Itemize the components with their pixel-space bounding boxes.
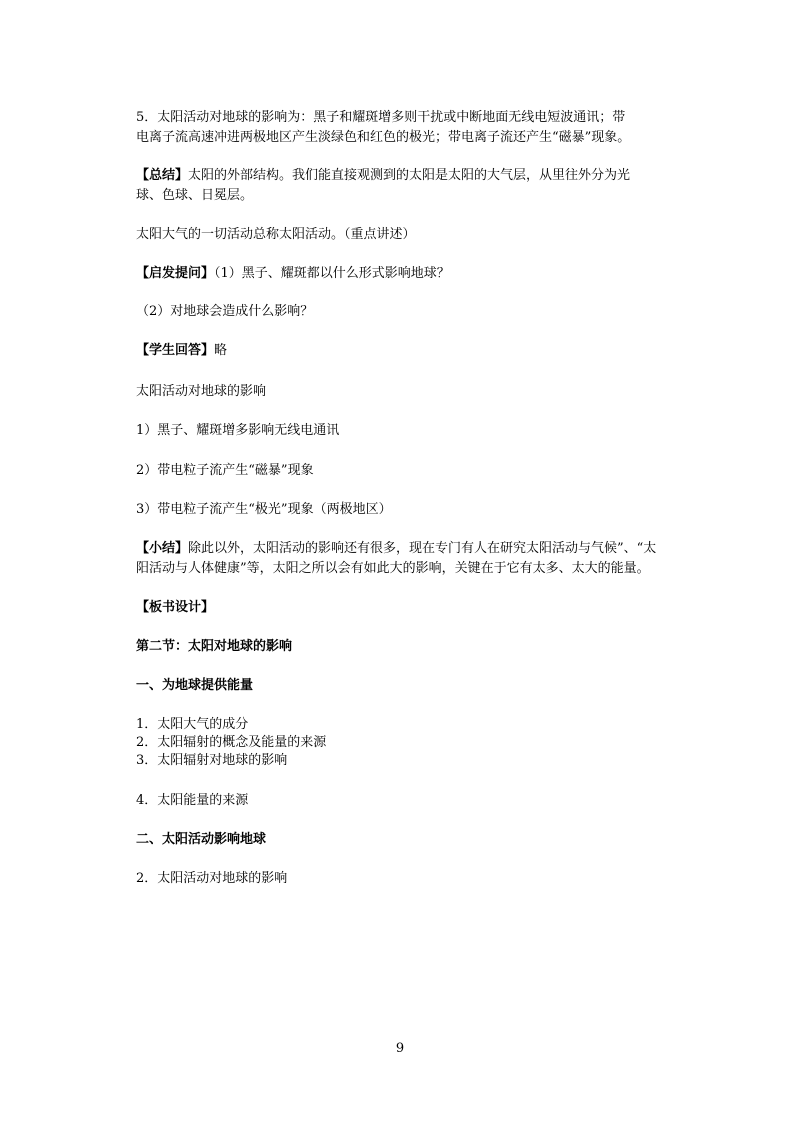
board-design-label: 【板书设计】 xyxy=(136,600,215,615)
conclusion-line2: 阳活动与人体健康”等，太阳之所以会有如此大的影响，关键在于它有太多、太大的能量。 xyxy=(136,561,650,576)
para-solar-activity: 太阳大气的一切活动总称太阳活动。（重点讲述） xyxy=(136,227,416,242)
summary-label: 【总结】 xyxy=(136,168,189,183)
prompt-question-1 xyxy=(136,264,676,284)
board-part2-heading: 二、太阳活动影响地球 xyxy=(136,832,267,847)
effects-item-2: 2）带电粒子流产生“磁暴”现象 xyxy=(136,463,314,478)
board-part1-item-1: 1．太阳大气的成分 xyxy=(136,717,249,732)
effects-item-1: 1）黑子、耀斑增多影响无线电通讯 xyxy=(136,423,340,438)
board-part2-item: 2．太阳活动对地球的影响 xyxy=(136,871,288,886)
summary-line2: 球、色球、日冕层。 xyxy=(136,188,254,203)
board-part1-heading: 一、为地球提供能量 xyxy=(136,678,254,693)
answer-text: 略 xyxy=(214,343,228,358)
summary-text-1: 太阳的外部结构。我们能直接观测到的太阳是太阳的大气层，从里往外分为光 xyxy=(188,168,631,183)
student-answer xyxy=(136,341,676,361)
para-solar-effects-line1: 5．太阳活动对地球的影响为：黑子和耀斑增多则干扰或中断地面无线电短波通讯；带 xyxy=(136,110,626,125)
conclusion-text-1: 除此以外，太阳活动的影响还有很多，现在专门有人在研究太阳活动与气候”、“太 xyxy=(188,541,657,556)
prompt-q1-text: （1）黑子、耀斑都以什么形式影响地球？ xyxy=(214,266,450,281)
conclusion-label: 【小结】 xyxy=(136,541,189,556)
board-part1-item-3: 3．太阳辐射对地球的影响 xyxy=(136,753,288,768)
page-number: 9 xyxy=(395,1041,405,1056)
board-part1-item-2: 2．太阳辐射的概念及能量的来源 xyxy=(136,735,327,750)
prompt-label: 【启发提问】 xyxy=(136,266,215,281)
board-part1-item-4: 4．太阳能量的来源 xyxy=(136,793,249,808)
prompt-question-2: （2）对地球会造成什么影响？ xyxy=(136,304,314,319)
conclusion-line1 xyxy=(136,539,676,559)
effects-title: 太阳活动对地球的影响 xyxy=(136,384,267,399)
effects-item-3: 3）带电粒子流产生“极光”现象（两极地区） xyxy=(136,502,392,517)
summary-line1 xyxy=(136,166,676,186)
board-section-title: 第二节：太阳对地球的影响 xyxy=(136,639,293,654)
para-solar-effects-line2: 电离子流高速冲进两极地区产生淡绿色和红色的极光；带电离子流还产生“磁暴”现象。 xyxy=(136,130,631,145)
answer-label: 【学生回答】 xyxy=(136,343,215,358)
